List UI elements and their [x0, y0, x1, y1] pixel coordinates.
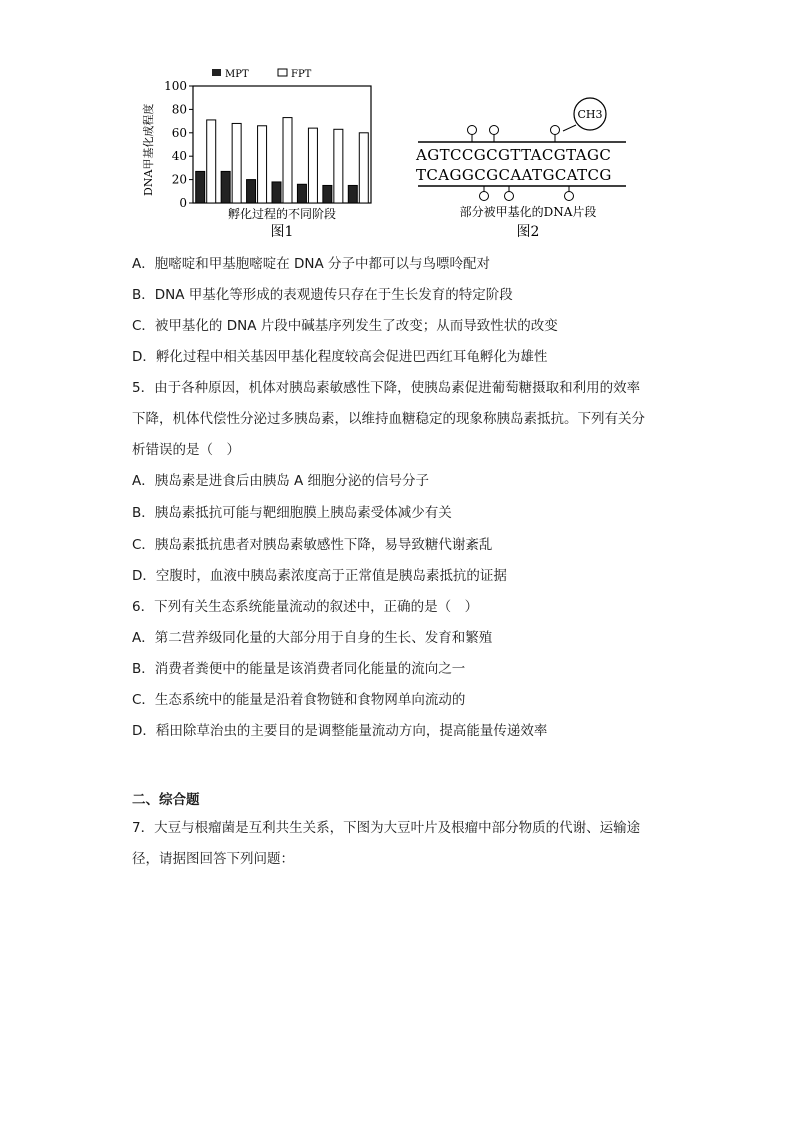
methyl-marker: [505, 192, 514, 201]
figure-2-caption: 图2: [516, 224, 540, 240]
methyl-marker: [480, 192, 489, 201]
bar-mpt: [297, 184, 306, 203]
y-tick-label: 0: [179, 196, 187, 210]
methyl-marker: [565, 192, 574, 201]
y-tick-label: 60: [171, 125, 187, 140]
bar-mpt: [247, 180, 256, 203]
methyl-marker: [490, 126, 499, 135]
q6-option-a: A．第二营养级同化量的大部分用于自身的生长、发育和繁殖: [132, 630, 493, 646]
q6-option-d: D．稻田除草治虫的主要目的是调整能量流动方向，提高能量传递效率: [132, 723, 548, 739]
q7-stem-line-1: 7．大豆与根瘤菌是互利共生关系，下图为大豆叶片及根瘤中部分物质的代谢、运输途: [132, 820, 641, 836]
figure-1-caption: 图1: [270, 224, 294, 240]
q5-stem-line-1: 5．由于各种原因，机体对胰岛素敏感性下降，使胰岛素促进葡萄糖摄取和利用的效率: [132, 380, 641, 396]
methyl-callout-label: CH3: [577, 108, 603, 121]
figure-2: [412, 92, 644, 242]
q4-option-d: D．孵化过程中相关基因甲基化程度较高会促进巴西红耳龟孵化为雄性: [132, 349, 548, 365]
q5-option-d: D．空腹时，血液中胰岛素浓度高于正常值是胰岛素抵抗的证据: [132, 568, 507, 584]
q5-option-a: A．胰岛素是进食后由胰岛 A 细胞分泌的信号分子: [132, 473, 430, 489]
bar-fpt: [359, 133, 368, 203]
bar-fpt: [283, 118, 292, 203]
q6-option-c: C．生态系统中的能量是沿着食物链和食物网单向流动的: [132, 692, 466, 708]
figure-2-label: 部分被甲基化的DNA片段: [459, 205, 597, 219]
bar-mpt: [323, 185, 332, 203]
bar-fpt: [232, 123, 241, 203]
q5-stem-line-3: 析错误的是（ ）: [132, 442, 240, 458]
q6-stem: 6．下列有关生态系统能量流动的叙述中，正确的是（ ）: [132, 599, 479, 615]
legend-swatch-fpt: [278, 69, 287, 76]
legend-label-fpt: FPT: [291, 69, 312, 80]
top-strand-sequence: AGTCCGCGTTACGTAGC: [416, 146, 612, 164]
q7-stem-line-2: 径，请据图回答下列问题：: [132, 851, 294, 867]
methyl-marker: [551, 126, 560, 135]
bottom-methyl-markers: [480, 186, 574, 201]
q5-stem-line-2: 下降，机体代偿性分泌过多胰岛素，以维持血糖稳定的现象称胰岛素抵抗。下列有关分: [132, 411, 645, 427]
legend-label-mpt: MPT: [225, 69, 249, 80]
bar-fpt: [308, 128, 317, 203]
section-title: 二、综合题: [132, 792, 200, 808]
y-axis-label: DNA甲基化成程度: [142, 103, 155, 196]
q5-option-b: B．胰岛素抵抗可能与靶细胞膜上胰岛素受体减少有关: [132, 505, 452, 521]
top-methyl-markers: [468, 126, 560, 143]
q4-option-a: A．胞嘧啶和甲基胞嘧啶在 DNA 分子中都可以与鸟嘌呤配对: [132, 256, 491, 272]
plot-frame: [193, 86, 371, 203]
bar-fpt: [207, 120, 216, 203]
figure-1: [138, 64, 418, 244]
bottom-strand-sequence: TCAGGCGCAATGCATCG: [416, 166, 612, 184]
bar-mpt: [348, 185, 357, 203]
bar-mpt: [221, 171, 230, 203]
bar-mpt: [272, 182, 281, 203]
q5-option-c: C．胰岛素抵抗患者对胰岛素敏感性下降，易导致糖代谢紊乱: [132, 537, 493, 553]
x-axis-label: 孵化过程的不同阶段: [227, 207, 337, 221]
methylation-bar-chart: [138, 64, 418, 244]
q4-option-c: C．被甲基化的 DNA 片段中碱基序列发生了改变；从而导致性状的改变: [132, 318, 558, 334]
bar-mpt: [196, 171, 205, 203]
bar-fpt: [334, 129, 343, 203]
y-tick-label: 100: [164, 79, 187, 93]
y-tick-label: 40: [171, 149, 187, 164]
y-tick-label: 20: [171, 172, 187, 187]
y-tick-label: 80: [171, 102, 187, 117]
callout-pointer: [563, 125, 576, 131]
methyl-marker: [468, 126, 477, 135]
bar-fpt: [258, 126, 267, 203]
legend-swatch-mpt: [212, 69, 221, 76]
q6-option-b: B．消费者粪便中的能量是该消费者同化能量的流向之一: [132, 661, 466, 677]
dna-fragment-diagram: [412, 92, 644, 242]
q4-option-b: B．DNA 甲基化等形成的表观遗传只存在于生长发育的特定阶段: [132, 287, 513, 303]
